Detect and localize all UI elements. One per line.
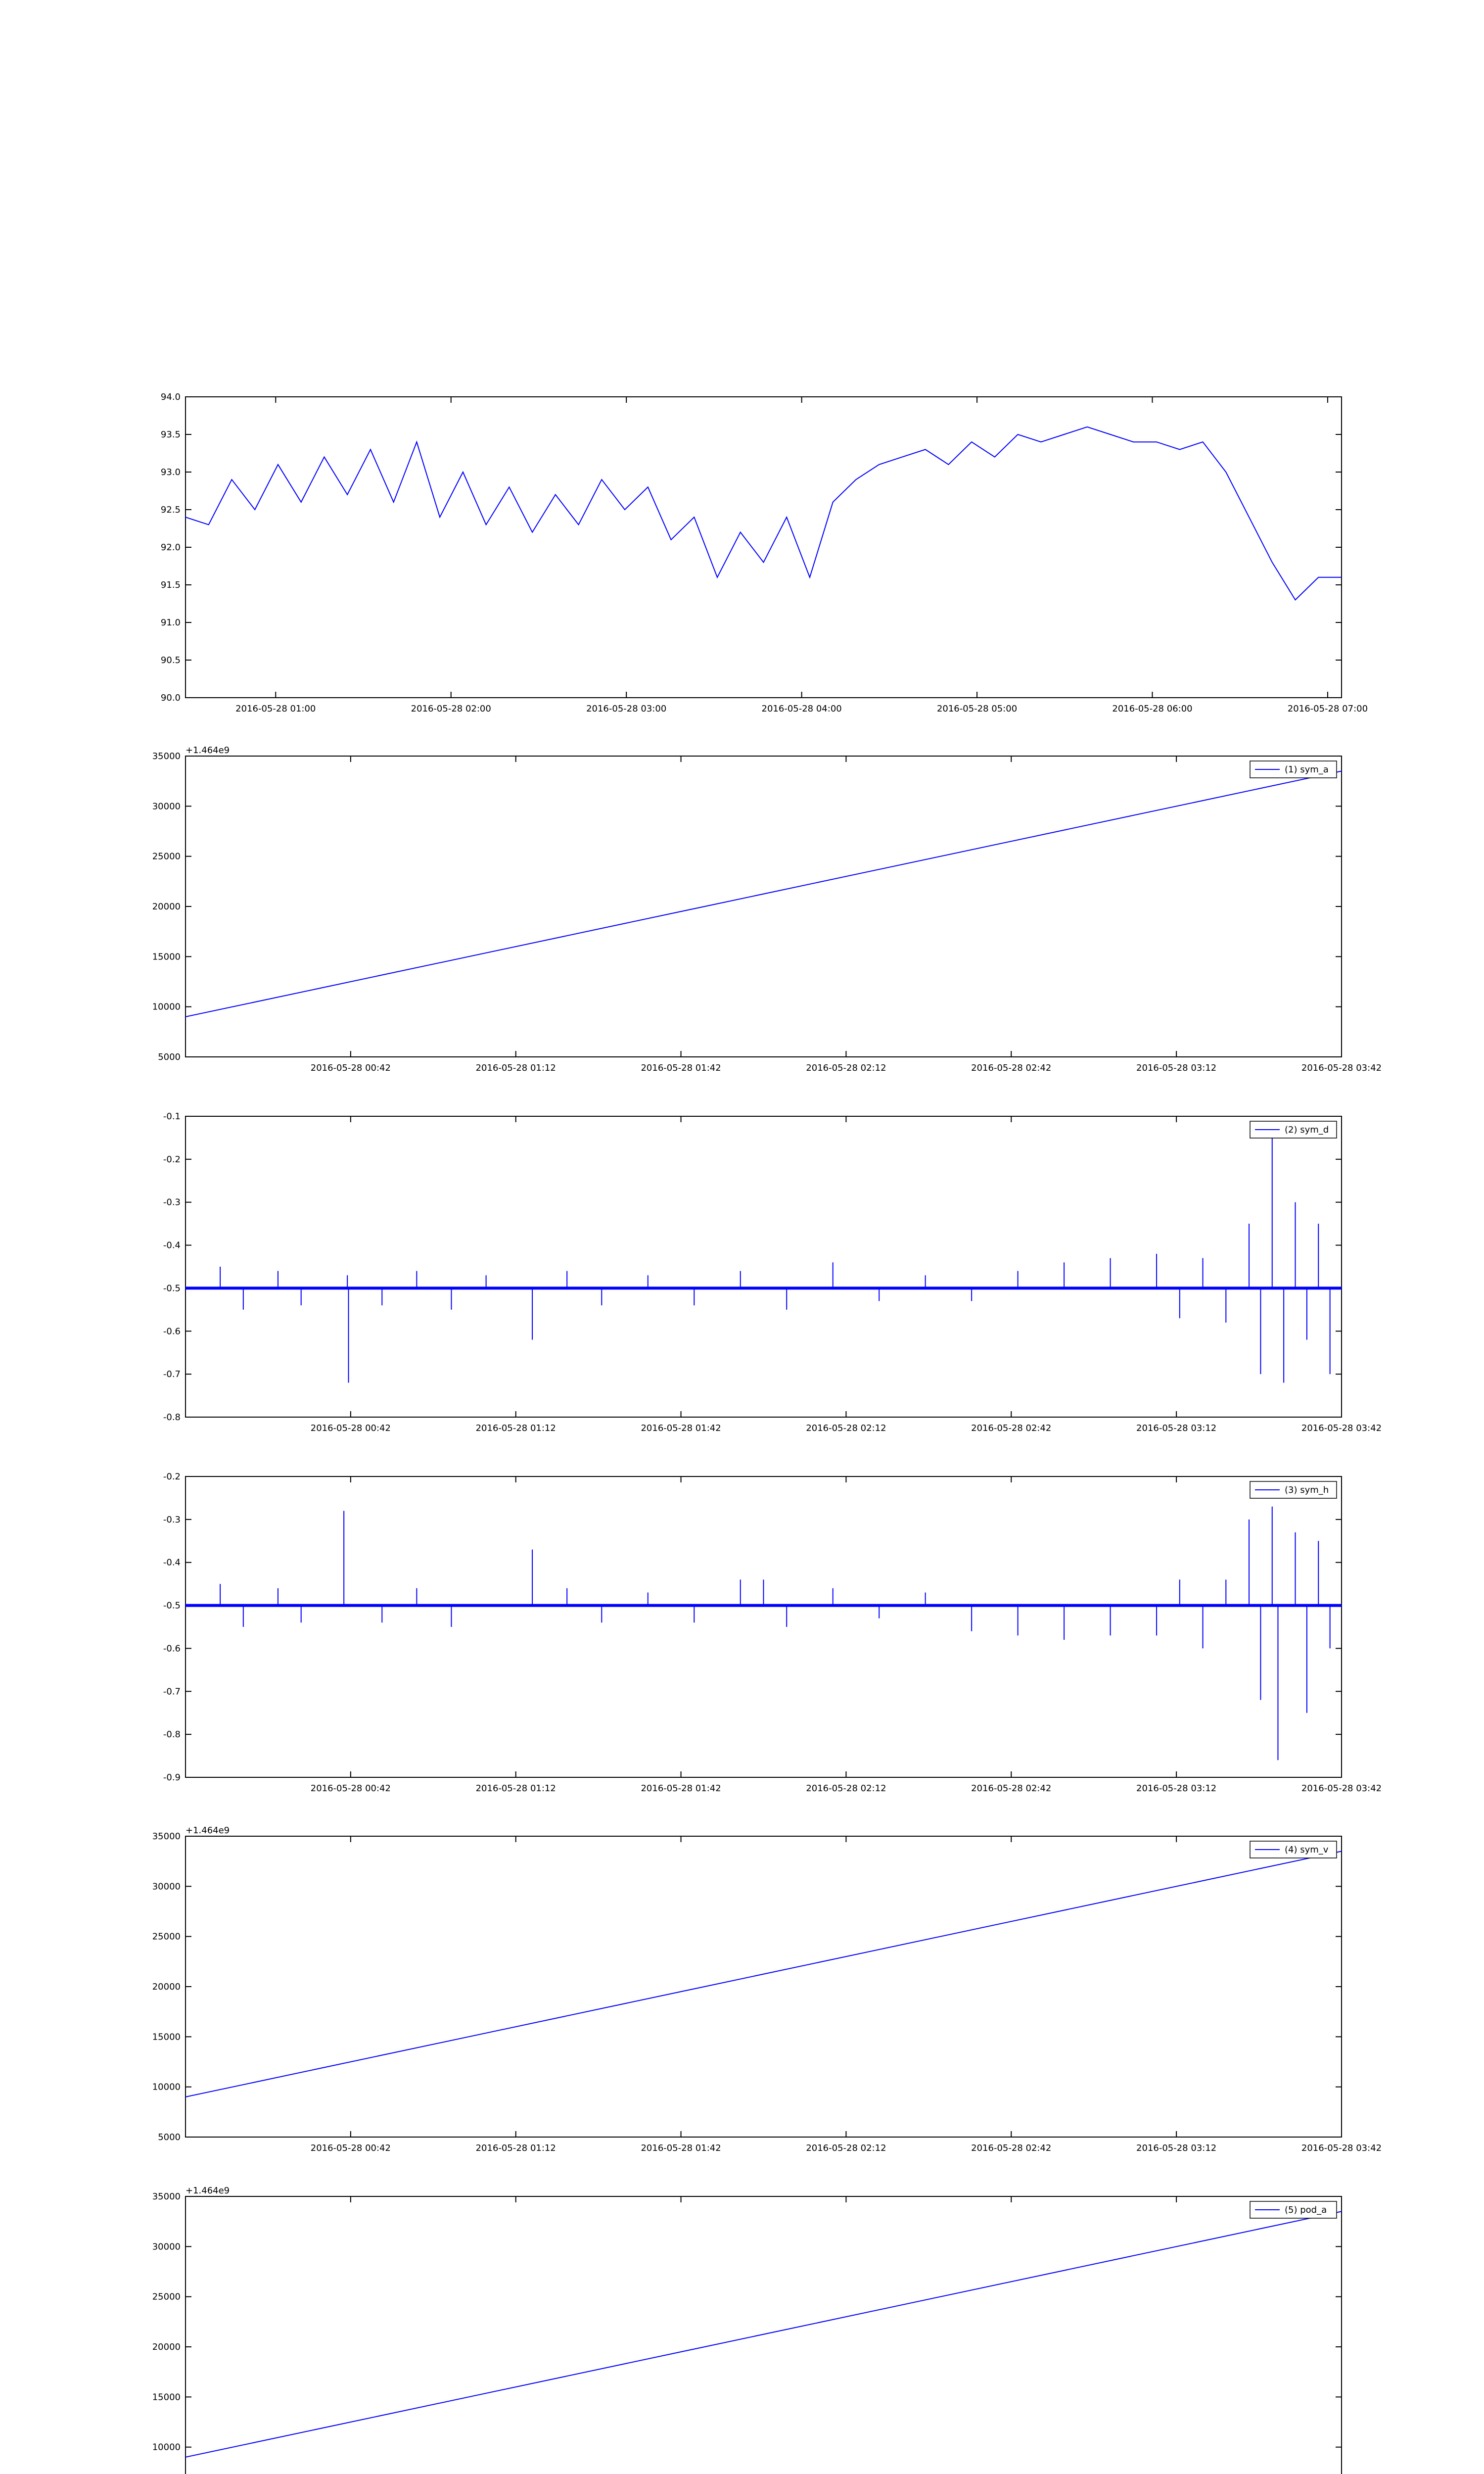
xtick-label: 2016-05-28 01:12 (475, 1063, 556, 1073)
ytick-label: -0.2 (163, 1472, 181, 1482)
legend-label: (1) sym_a (1285, 764, 1329, 775)
axes-frame (186, 1476, 1342, 1777)
chart-panel-3 (163, 1111, 1382, 1433)
xtick-label: 2016-05-28 05:00 (936, 704, 1018, 714)
xtick-label: 2016-05-28 04:00 (761, 704, 842, 714)
xtick-label: 2016-05-28 01:42 (641, 2143, 721, 2153)
xtick-label: 2016-05-28 01:00 (235, 704, 316, 714)
ytick-label: -0.7 (163, 1686, 181, 1697)
ytick-label: -0.4 (163, 1557, 181, 1568)
xtick-label: 2016-05-28 02:12 (806, 1063, 886, 1073)
xtick-label: 2016-05-28 01:12 (475, 2143, 556, 2153)
series-line (186, 1851, 1342, 2097)
ytick-label: -0.7 (163, 1369, 181, 1380)
legend-label: (2) sym_d (1285, 1125, 1329, 1135)
ytick-label: 15000 (152, 2392, 181, 2403)
ytick-label: -0.8 (163, 1729, 181, 1740)
xtick-label: 2016-05-28 02:12 (806, 1783, 886, 1794)
legend-label: (5) pod_a (1285, 2205, 1327, 2215)
xtick-label: 2016-05-28 03:42 (1301, 1783, 1382, 1794)
axes-frame (186, 1116, 1342, 1417)
ytick-label: 15000 (152, 952, 181, 962)
ytick-label: 93.0 (160, 467, 181, 477)
xtick-label: 2016-05-28 00:42 (310, 1063, 391, 1073)
ytick-label: 35000 (152, 2191, 181, 2202)
xtick-label: 2016-05-28 02:42 (971, 1783, 1052, 1794)
chart-panel-4 (163, 1472, 1382, 1794)
ytick-label: 90.5 (160, 655, 181, 666)
offset-text: +1.464e9 (186, 2186, 230, 2196)
xtick-label: 2016-05-28 00:42 (310, 1783, 391, 1794)
offset-text: +1.464e9 (186, 1825, 230, 1836)
xtick-label: 2016-05-28 03:12 (1136, 2143, 1217, 2153)
ytick-label: 10000 (152, 2442, 181, 2453)
ytick-label: 20000 (152, 2342, 181, 2352)
axes-frame (186, 1836, 1342, 2137)
xtick-label: 2016-05-28 03:42 (1301, 2143, 1382, 2153)
xtick-label: 2016-05-28 07:00 (1287, 704, 1368, 714)
ytick-label: -0.5 (163, 1600, 181, 1611)
ytick-label: -0.4 (163, 1240, 181, 1251)
xtick-label: 2016-05-28 02:42 (971, 2143, 1052, 2153)
ytick-label: 30000 (152, 801, 181, 812)
series-line (186, 427, 1342, 600)
xtick-label: 2016-05-28 03:00 (586, 704, 667, 714)
ytick-label: 91.0 (160, 618, 181, 628)
xtick-label: 2016-05-28 00:42 (310, 2143, 391, 2153)
ytick-label: 25000 (152, 1931, 181, 1942)
ytick-label: 15000 (152, 2032, 181, 2043)
ytick-label: -0.9 (163, 1772, 181, 1783)
ytick-label: 90.0 (160, 693, 181, 703)
ytick-label: -0.3 (163, 1197, 181, 1208)
xtick-label: 2016-05-28 01:42 (641, 1423, 721, 1433)
legend-label: (3) sym_h (1285, 1485, 1329, 1495)
ytick-label: 91.5 (160, 580, 181, 590)
series-line (186, 2211, 1342, 2457)
xtick-label: 2016-05-28 02:42 (971, 1063, 1052, 1073)
xtick-label: 2016-05-28 03:12 (1136, 1063, 1217, 1073)
ytick-label: 20000 (152, 902, 181, 912)
ytick-label: 35000 (152, 751, 181, 761)
ytick-label: -0.6 (163, 1643, 181, 1654)
axes-frame (186, 397, 1342, 698)
axes-frame (186, 2196, 1342, 2474)
chart-panel-6 (152, 2186, 1382, 2474)
ytick-label: -0.3 (163, 1514, 181, 1525)
xtick-label: 2016-05-28 03:42 (1301, 1423, 1382, 1433)
ytick-label: 30000 (152, 2241, 181, 2252)
xtick-label: 2016-05-28 01:12 (475, 1783, 556, 1794)
xtick-label: 2016-05-28 03:12 (1136, 1423, 1217, 1433)
legend-label: (4) sym_v (1285, 1845, 1329, 1855)
ytick-label: -0.2 (163, 1154, 181, 1165)
chart-panel-1 (161, 392, 1368, 714)
xtick-label: 2016-05-28 03:12 (1136, 1783, 1217, 1794)
xtick-label: 2016-05-28 02:42 (971, 1423, 1052, 1433)
xtick-label: 2016-05-28 02:12 (806, 2143, 886, 2153)
ytick-label: 93.5 (160, 429, 181, 440)
axes-frame (186, 756, 1342, 1057)
chart-panel-2 (152, 745, 1382, 1073)
ytick-label: 20000 (152, 1982, 181, 1992)
xtick-label: 2016-05-28 03:42 (1301, 1063, 1382, 1073)
ytick-label: 94.0 (160, 392, 181, 402)
ytick-label: 35000 (152, 1831, 181, 1842)
xtick-label: 2016-05-28 02:00 (411, 704, 491, 714)
xtick-label: 2016-05-28 02:12 (806, 1423, 886, 1433)
xtick-label: 2016-05-28 06:00 (1112, 704, 1193, 714)
xtick-label: 2016-05-28 01:42 (641, 1063, 721, 1073)
ytick-label: -0.6 (163, 1326, 181, 1337)
ytick-label: 5000 (158, 2132, 181, 2142)
ytick-label: 25000 (152, 2291, 181, 2302)
ytick-label: 10000 (152, 2082, 181, 2093)
xtick-label: 2016-05-28 01:12 (475, 1423, 556, 1433)
ytick-label: -0.8 (163, 1412, 181, 1423)
ytick-label: -0.1 (163, 1111, 181, 1122)
xtick-label: 2016-05-28 01:42 (641, 1783, 721, 1794)
ytick-label: 10000 (152, 1001, 181, 1012)
ytick-label: 5000 (158, 1052, 181, 1062)
ytick-label: 92.5 (160, 505, 181, 515)
xtick-label: 2016-05-28 00:42 (310, 1423, 391, 1433)
ytick-label: 30000 (152, 1881, 181, 1892)
series-line (186, 771, 1342, 1017)
ytick-label: 92.0 (160, 542, 181, 553)
chart-panel-5 (152, 1825, 1382, 2153)
ytick-label: 25000 (152, 851, 181, 862)
ytick-label: -0.5 (163, 1283, 181, 1294)
offset-text: +1.464e9 (186, 745, 230, 756)
